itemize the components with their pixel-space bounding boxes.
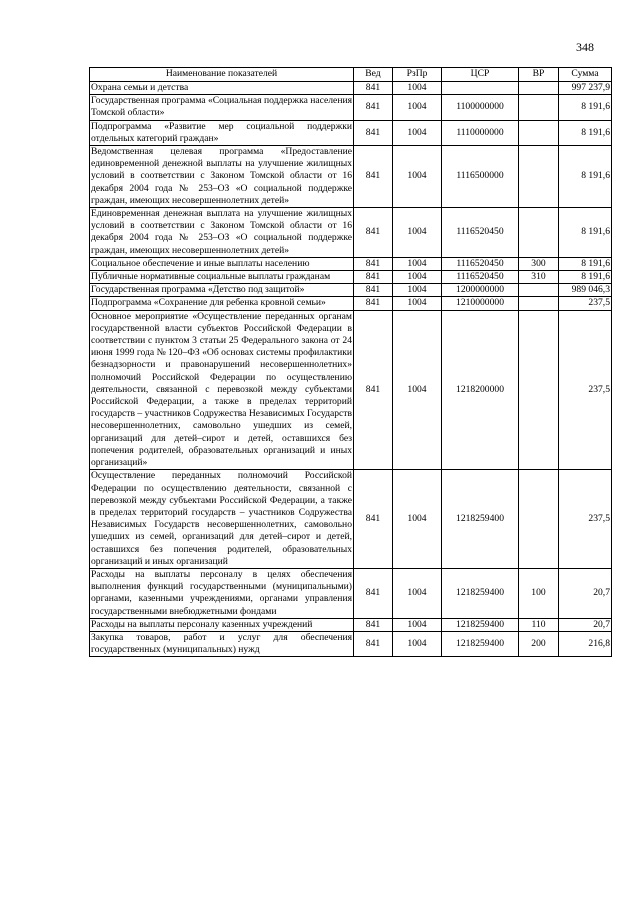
cell-vr [519,470,559,569]
cell-vr [519,310,559,470]
cell-vr [519,146,559,208]
cell-name: Подпрограмма «Сохранение для ребенка кровной семьи» [90,297,354,310]
table-body [90,82,612,657]
cell-name: Закупка товаров, работ и услуг для обеспечения государственных (муниципальных) нужд [91,631,352,656]
cell-rzpr: 1004 [393,208,442,258]
cell-vr: 110 [519,618,559,631]
cell-ved: 841 [354,120,393,145]
cell-rzpr: 1004 [393,631,442,656]
table-row [90,284,612,297]
table-row [90,271,612,284]
cell-vr [519,284,559,297]
cell-csr: 1218259400 [442,631,519,656]
cell-name: Расходы на выплаты персоналу казенных учреждений [90,618,354,631]
cell-csr: 1200000000 [442,284,519,297]
table-row [90,618,612,631]
table-header-row [90,68,612,82]
cell-ved: 841 [354,310,393,470]
cell-sum: 216,8 [559,631,612,656]
cell-sum: 237,5 [559,470,612,569]
header-name: Наименование показателей [90,68,354,82]
cell-ved: 841 [354,631,393,656]
table-row [90,120,612,145]
cell-csr: 1218200000 [442,310,519,470]
header-ved: Вед [354,68,393,82]
cell-name: Ведомственная целевая программа «Предоставление единовременной денежной выплаты на улучшение жилищных условий в соответствии с Законом Томской области от 16 декабря 2004 года № 253–ОЗ «О социальной поддержке граждан, имеющих несовершеннолетних детей» [91,146,352,206]
cell-vr: 100 [519,568,559,618]
cell-ved: 841 [354,82,393,95]
cell-ved: 841 [354,470,393,569]
cell-csr: 1116520450 [442,271,519,284]
header-vr: ВР [519,68,559,82]
cell-sum: 237,5 [559,310,612,470]
table-row [90,310,612,470]
cell-rzpr: 1004 [393,284,442,297]
cell-ved: 841 [354,568,393,618]
cell-sum: 8 191,6 [559,120,612,145]
cell-ved: 841 [354,208,393,258]
cell-ved: 841 [354,257,393,270]
cell-rzpr: 1004 [393,310,442,470]
cell-name: Единовременная денежная выплата на улучшение жилищных условий в соответствии с Законом Томской области от 16 декабря 2004 года № 253–ОЗ «О социальной поддержке граждан, имеющих несовершеннолетних детей» [91,208,352,256]
table-row [90,146,612,208]
cell-csr: 1116500000 [442,146,519,208]
cell-sum: 989 046,3 [559,284,612,297]
cell-csr: 1110000000 [442,120,519,145]
cell-ved: 841 [354,284,393,297]
cell-csr: 1218259400 [442,618,519,631]
header-csr: ЦСР [442,68,519,82]
cell-rzpr: 1004 [393,470,442,569]
cell-ved: 841 [354,146,393,208]
cell-csr: 1210000000 [442,297,519,310]
cell-sum: 20,7 [559,618,612,631]
cell-name: Публичные нормативные социальные выплаты гражданам [90,271,354,284]
cell-csr: 1218259400 [442,470,519,569]
cell-name: Государственная программа «Детство под защитой» [90,284,354,297]
page-number: 348 [576,40,594,54]
cell-name: Государственная программа «Социальная поддержка населения Томской области» [91,95,352,119]
cell-ved: 841 [354,297,393,310]
cell-sum: 997 237,9 [559,82,612,95]
table-row [90,208,612,258]
budget-table [89,67,612,657]
cell-sum: 8 191,6 [559,271,612,284]
header-sum: Сумма [559,68,612,82]
header-rzpr: РзПр [393,68,442,82]
table-row [90,257,612,270]
cell-sum: 8 191,6 [559,146,612,208]
cell-name: Расходы на выплаты персоналу в целях обеспечения выполнения функций государственными (муниципальными) органами, казенными учреждениями, органами управления государственными внебюджетными фондами [91,568,352,617]
cell-name: Осуществление переданных полномочий Российской Федерации по осуществлению деятельности, связанной с перевозкой между субъектами Российской Федерации, а также в пределах территорий государств – участников Содружества Независимых Государств несовершеннолетних, самовольно ушедших из семей, организаций для детей–сирот и детей, оставшихся без попечения родителей, образовательных организаций и иных организаций [91,470,352,567]
cell-csr: 1116520450 [442,208,519,258]
cell-ved: 841 [354,95,393,120]
cell-csr [442,82,519,95]
cell-csr: 1100000000 [442,95,519,120]
cell-name: Социальное обеспечение и иные выплаты населению [90,257,354,270]
cell-sum: 237,5 [559,297,612,310]
cell-vr: 300 [519,257,559,270]
cell-rzpr: 1004 [393,95,442,120]
cell-sum: 8 191,6 [559,257,612,270]
cell-sum: 8 191,6 [559,95,612,120]
table-row [90,297,612,310]
cell-vr [519,120,559,145]
table-row [90,568,612,618]
cell-vr [519,208,559,258]
cell-rzpr: 1004 [393,82,442,95]
table-row [90,82,612,95]
cell-csr: 1218259400 [442,568,519,618]
cell-rzpr: 1004 [393,271,442,284]
table-row [90,470,612,569]
table-row [90,631,612,656]
cell-rzpr: 1004 [393,120,442,145]
cell-name: Подпрограмма «Развитие мер социальной поддержки отдельных категорий граждан» [91,120,352,144]
cell-name: Основное мероприятие «Осуществление переданных органам государственной власти субъектов Российской Федерации в соответствии с пунктом 3 статьи 25 Федерального закона от 24 июня 1999 года № 120–ФЗ «Об основах системы профилактики безнадзорности и правонарушений несовершеннолетних» полномочий Российской Федерации по осуществлению деятельности, связанной с перевозкой между субъектами Российской Федерации, а также в пределах территорий государств – участников Содружества Независимых Государств несовершеннолетних, самовольно ушедших из семей, организаций для детей–сирот и детей, оставшихся без попечения родителей, образовательных организаций и иных организаций» [91,310,352,469]
cell-name: Охрана семьи и детства [90,82,354,95]
cell-vr [519,82,559,95]
cell-vr [519,95,559,120]
cell-rzpr: 1004 [393,257,442,270]
cell-rzpr: 1004 [393,568,442,618]
cell-vr: 200 [519,631,559,656]
table-row [90,95,612,120]
cell-vr: 310 [519,271,559,284]
cell-rzpr: 1004 [393,146,442,208]
cell-rzpr: 1004 [393,618,442,631]
cell-csr: 1116520450 [442,257,519,270]
cell-sum: 20,7 [559,568,612,618]
cell-ved: 841 [354,271,393,284]
cell-ved: 841 [354,618,393,631]
cell-rzpr: 1004 [393,297,442,310]
cell-vr [519,297,559,310]
cell-sum: 8 191,6 [559,208,612,258]
